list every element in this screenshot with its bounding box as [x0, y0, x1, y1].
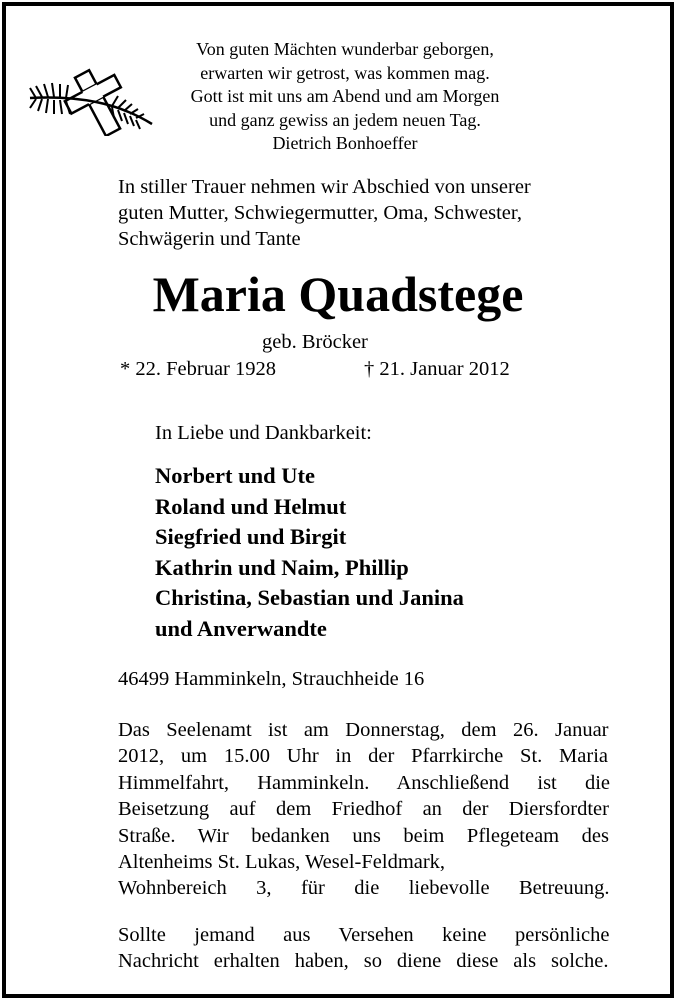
- maiden-name: geb. Bröcker: [262, 331, 368, 353]
- intro-line: Schwägerin und Tante: [118, 228, 301, 250]
- service-line: Das Seelenamt ist am Donnerstag, dem 26. Januar: [118, 719, 609, 741]
- family-member: Norbert und Ute: [155, 463, 315, 488]
- motto-line: erwarten wir getrost, was kommen mag.: [200, 62, 490, 83]
- service-line: Beisetzung auf dem Friedhof an der Diersfordter: [118, 798, 609, 821]
- service-line: Altenheims St. Lukas, Wesel-Feldmark,: [118, 851, 446, 874]
- motto-line: Gott ist mit uns am Abend und am Morgen: [190, 86, 500, 106]
- intro-text: [118, 174, 618, 252]
- service-line: Himmelfahrt, Hamminkeln. Anschließend ist die: [118, 771, 610, 794]
- family-member: Roland und Helmut: [155, 493, 347, 519]
- deceased-name: Maria Quadstege: [152, 266, 524, 322]
- bonhoeffer-motto: [150, 38, 540, 156]
- intro-line: guten Mutter, Schwiegermutter, Oma, Schwester,: [118, 202, 523, 224]
- service-line: Straße. Wir bedanken uns beim Pflegeteam des: [118, 824, 609, 847]
- notice-line: Sollte jemand aus Versehen keine persönliche: [118, 924, 610, 946]
- family-member: Siegfried und Birgit: [155, 524, 347, 549]
- motto-author: Dietrich Bonhoeffer: [272, 133, 418, 153]
- family-member: Christina, Sebastian und Janina: [155, 585, 464, 610]
- notice-line: Nachricht erhalten haben, so diene diese als solche.: [118, 950, 609, 973]
- service-info: [118, 717, 612, 902]
- address: 46499 Hamminkeln, Strauchheide 16: [118, 668, 425, 690]
- death-date: † 21. Januar 2012: [364, 358, 510, 380]
- service-line: 2012, um 15.00 Uhr in der Pfarrkirche St. Maria: [118, 745, 608, 768]
- family-list: [155, 461, 464, 644]
- gratitude-line: In Liebe und Dankbarkeit:: [155, 422, 372, 444]
- motto-line: Von guten Mächten wunderbar geborgen,: [196, 39, 494, 59]
- intro-line: In stiller Trauer nehmen wir Abschied von unserer: [118, 176, 531, 198]
- family-member: und Anverwandte: [155, 615, 327, 641]
- cross-with-palm-branch-icon: [26, 66, 156, 136]
- family-member: Kathrin und Naim, Phillip: [155, 554, 409, 580]
- service-line: Wohnbereich 3, für die liebevolle Betreuung.: [118, 877, 610, 900]
- motto-line: und ganz gewiss an jedem neuen Tag.: [209, 109, 481, 130]
- birth-date: * 22. Februar 1928: [120, 358, 277, 380]
- closing-notice: [118, 922, 612, 975]
